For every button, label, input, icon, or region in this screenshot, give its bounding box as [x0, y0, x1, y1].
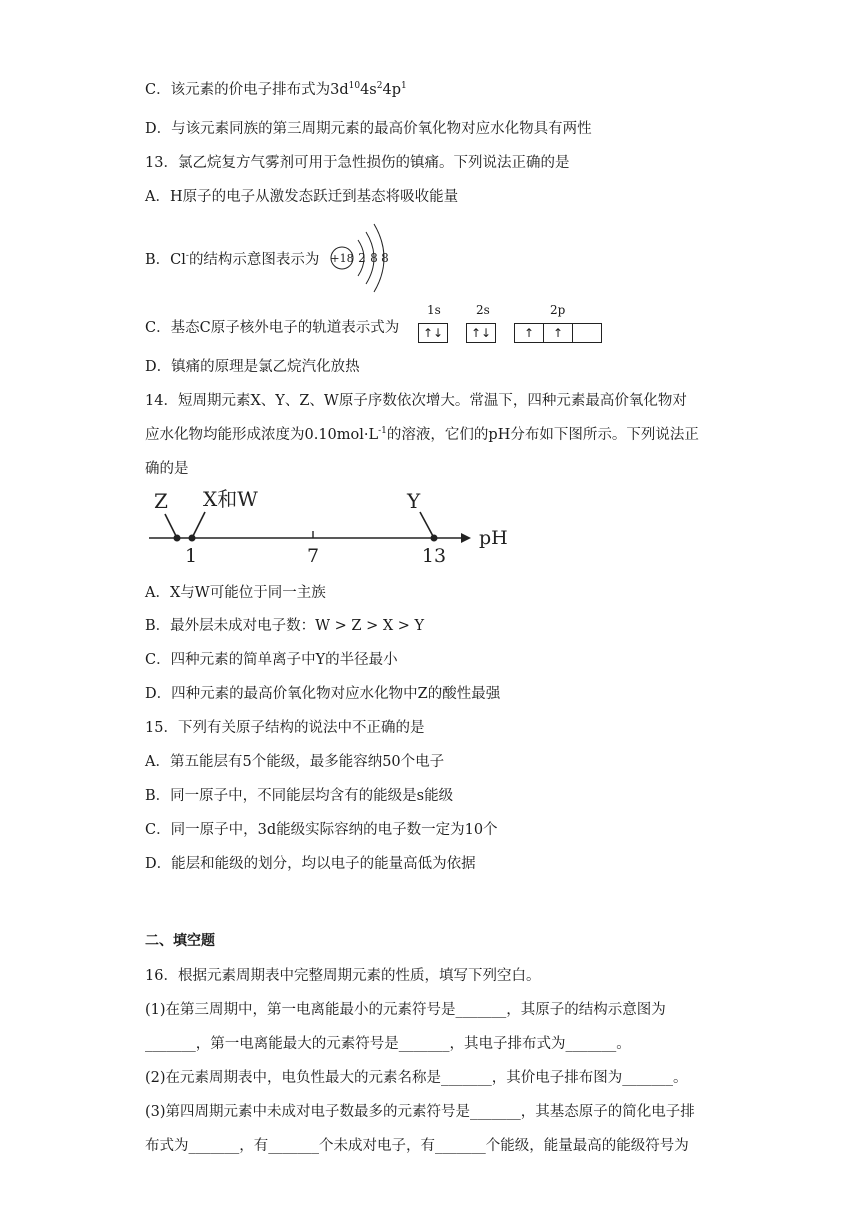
sup: 2	[376, 81, 383, 91]
section-2-title: 二、填空题	[145, 933, 215, 949]
orbital-cell: ↑↓	[470, 326, 492, 340]
q16-stem: 16．根据元素周期表中完整周期元素的性质，填写下列空白。	[145, 968, 541, 984]
q15-option-a: A．第五能层有5个能级，最多能容纳50个电子	[145, 754, 445, 770]
q12-option-c-text: C．该元素的价电子排布式为3d	[145, 82, 349, 98]
sup: 10	[348, 81, 361, 91]
text: B．Cl	[145, 252, 186, 268]
q13-option-b	[145, 248, 319, 269]
shell-3-count: 8	[381, 251, 389, 265]
orbital-label-2s: 2s	[476, 303, 490, 317]
q14-stem-line-1: 14．短周期元素X、Y、Z、W原子序数依次增大。常温下，四种元素最高价氧化物对	[145, 393, 687, 409]
q12-option-d: D．与该元素同族的第三周期元素的最高价氧化物对应水化物具有两性	[145, 121, 592, 137]
q16-part-3-line-2: 布式为_______，有_______个未成对电子，有_______个能级，能量最高的能级符号为	[145, 1138, 689, 1154]
axis-label-ph: pH	[479, 527, 508, 549]
orbital-cell: ↑	[515, 324, 544, 342]
q14-stem-line-3: 确的是	[145, 461, 189, 477]
text: 的结构示意图表示为	[188, 252, 320, 268]
orbital-label-1s: 1s	[427, 303, 441, 317]
orbital-cell	[573, 324, 601, 342]
orbital-box-2s	[466, 323, 496, 343]
q14-option-d: D．四种元素的最高价氧化物对应水化物中Z的酸性最强	[145, 686, 501, 702]
orbital-label-2p: 2p	[550, 303, 566, 317]
nucleus-label: +18	[330, 252, 354, 265]
orbital-cell: ↑↓	[422, 326, 444, 340]
q16-part-1-line-1: (1)在第三周期中，第一电离能最小的元素符号是_______，其原子的结构示意图为	[145, 1002, 666, 1018]
tick-label-7: 7	[306, 545, 320, 567]
orbital-diagram	[418, 303, 618, 347]
q15-option-d: D．能层和能级的划分，均以电子的能量高低为依据	[145, 856, 476, 872]
q16-part-3-line-1: (3)第四周期元素中未成对电子数最多的元素符号是_______，其基态原子的简化电子排	[145, 1104, 695, 1120]
sup: -	[185, 251, 189, 261]
tick-label-1: 1	[184, 545, 198, 567]
q15-option-c: C．同一原子中，3d能级实际容纳的电子数一定为10个	[145, 822, 498, 838]
text: 4p	[382, 82, 401, 98]
q14-option-a: A．X与W可能位于同一主族	[145, 585, 326, 601]
text: 应水化物均能形成浓度为0.10mol·L	[145, 427, 379, 443]
q13-option-c: C．基态C原子核外电子的轨道表示式为	[145, 320, 400, 336]
sup: -1	[378, 426, 387, 436]
q14-option-b: B．最外层未成对电子数：W > Z > X > Y	[145, 618, 425, 634]
q13-option-a: A．H原子的电子从激发态跃迁到基态将吸收能量	[145, 189, 459, 205]
q12-option-c	[145, 78, 407, 99]
ph-axis-diagram	[145, 482, 525, 568]
atom-structure-diagram	[322, 218, 402, 298]
shell-1-count: 2	[358, 251, 366, 265]
orbital-cell: ↑	[544, 324, 573, 342]
q13-stem: 13．氯乙烷复方气雾剂可用于急性损伤的镇痛。下列说法正确的是	[145, 155, 570, 171]
q15-option-b: B．同一原子中，不同能层均含有的能级是s能级	[145, 788, 454, 804]
label-y: Y	[407, 489, 421, 513]
q13-option-d: D．镇痛的原理是氯乙烷汽化放热	[145, 359, 360, 375]
orbital-box-2p	[514, 323, 602, 343]
orbital-box-1s	[418, 323, 448, 343]
tick-label-13: 13	[421, 545, 447, 567]
text: 4s	[360, 82, 377, 98]
sup: 1	[400, 81, 407, 91]
label-z: Z	[154, 489, 168, 513]
q14-option-c: C．四种元素的简单离子中Y的半径最小	[145, 652, 398, 668]
text: 的溶液，它们的pH分布如下图所示。下列说法正	[386, 427, 699, 443]
q15-stem: 15．下列有关原子结构的说法中不正确的是	[145, 720, 425, 736]
q16-part-2: (2)在元素周期表中，电负性最大的元素名称是_______，其价电子排布图为_______。	[145, 1070, 688, 1086]
q14-stem-line-2	[145, 423, 699, 444]
label-x-and-w: X和W	[203, 487, 258, 511]
q16-part-1-line-2: _______，第一电离能最大的元素符号是_______，其电子排布式为_______。	[145, 1036, 631, 1052]
shell-2-count: 8	[370, 251, 378, 265]
